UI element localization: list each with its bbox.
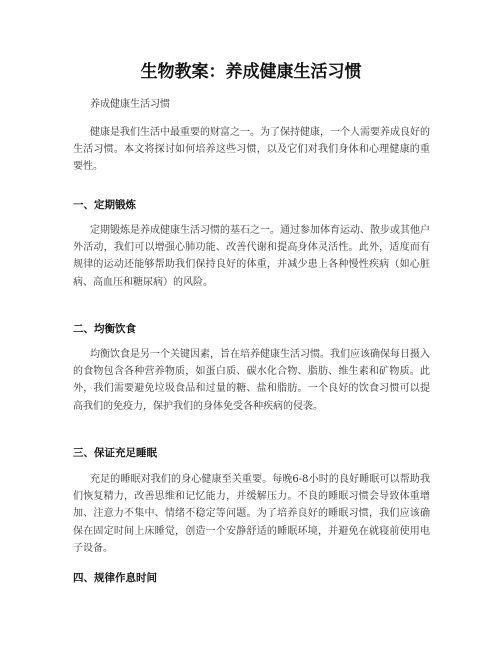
section-body-diet: 均衡饮食是另一个关键因素，旨在培养健康生活习惯。我们应该确保每日摄入的食物包含各种营养物质，如蛋白质、碳水化合物、脂肪、维生素和矿物质。此外，我们需要避免垃圾食品和过量的糖、盐和脂肪。一个良好的饮食习惯可以提高我们的免疫力，保护我们的身体免受各种疾病的侵袭。 bbox=[73, 349, 430, 412]
section-heading-sleep: 三、保证充足睡眠 bbox=[73, 447, 157, 459]
section-body-exercise: 定期锻炼是养成健康生活习惯的基石之一。通过参加体育运动、散步或其他户外活动，我们可以增强心肺功能、改善代谢和提高身体灵活性。此外，适度而有规律的运动还能够帮助我们保持良好的体重，并减少患上各种慢性疾病（如心脏病、高血压和糖尿病）的风险。 bbox=[73, 225, 430, 288]
intro-paragraph: 健康是我们生活中最重要的财富之一。为了保持健康，一个人需要养成良好的生活习惯。本文将探讨如何培养这些习惯，以及它们对我们身体和心理健康的重要性。 bbox=[73, 127, 430, 173]
section-heading-diet: 二、均衡饮食 bbox=[73, 323, 136, 335]
section-heading-routine: 四、规律作息时间 bbox=[73, 572, 157, 584]
document-title: 生物教案：养成健康生活习惯 bbox=[140, 62, 362, 82]
section-heading-exercise: 一、定期锻炼 bbox=[73, 199, 136, 211]
section-body-sleep: 充足的睡眠对我们的身心健康至关重要。每晚6-8小时的良好睡眠可以帮助我们恢复精力，改善思维和记忆能力，并缓解压力。不良的睡眠习惯会导致体重增加、注意力不集中、情绪不稳定等问题。为了培养良好的睡眠习惯，我们应该确保在固定时间上床睡觉，创造一个安静舒适的睡眠环境，并避免在就寝前使用电子设备。 bbox=[73, 474, 430, 554]
document-subtitle: 养成健康生活习惯 bbox=[90, 99, 170, 110]
